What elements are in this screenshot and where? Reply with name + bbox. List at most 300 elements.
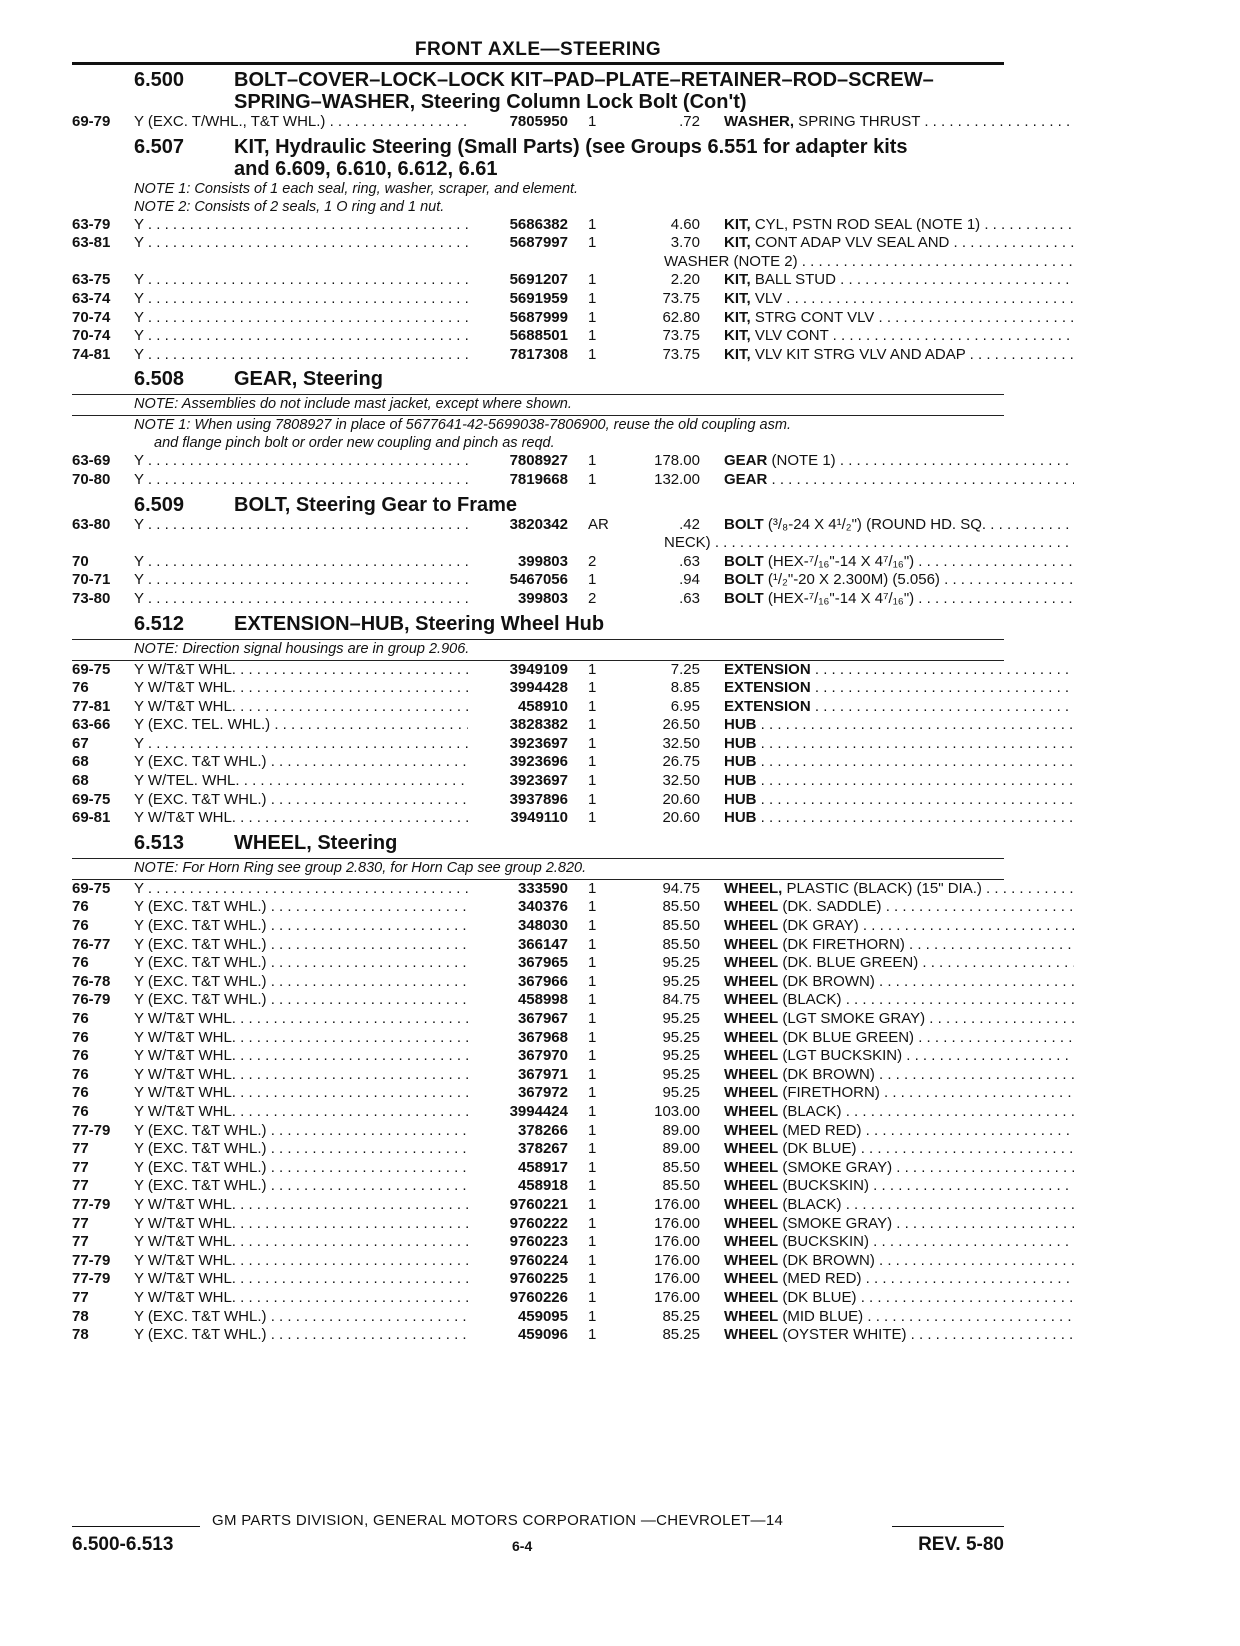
row-quantity: 1 xyxy=(588,917,597,935)
row-description-keyword: BOLT xyxy=(724,571,764,589)
table-row xyxy=(72,271,1004,290)
row-description xyxy=(724,1177,1074,1196)
row-quantity: 1 xyxy=(588,1270,597,1288)
row-part-number: 367971 xyxy=(517,1065,568,1083)
table-row xyxy=(72,113,1004,132)
row-description-text: (DK FIRETHORN) xyxy=(778,935,905,953)
row-part-number: 458910 xyxy=(517,697,568,715)
row-description-keyword: WASHER, xyxy=(724,113,795,130)
row-years: 70-74 xyxy=(72,327,111,345)
row-price: 73.75 xyxy=(662,327,700,345)
section-note: NOTE 1: Consists of 1 each seal, ring, washer, scraper, and element. xyxy=(134,180,579,197)
row-description-keyword: WHEEL xyxy=(724,1195,779,1213)
row-quantity: 1 xyxy=(588,308,597,326)
row-part-number: 459096 xyxy=(517,1326,568,1344)
row-description-keyword: BOLT xyxy=(724,589,764,607)
table-row xyxy=(72,471,1004,490)
row-description-text: (BUCKSKIN) xyxy=(778,1177,870,1195)
row-part-number: 367965 xyxy=(517,954,568,972)
row-description-keyword: WHEEL xyxy=(724,954,779,972)
section-title xyxy=(234,613,1004,635)
section-title xyxy=(234,832,1004,854)
row-description-keyword: WHEEL xyxy=(724,1028,779,1046)
section-heading xyxy=(72,69,1004,113)
row-years: 69-81 xyxy=(72,809,111,827)
row-description xyxy=(724,271,1074,290)
row-description-keyword: HUB xyxy=(724,809,757,827)
row-description xyxy=(724,290,1074,309)
footer-group-range: 6.500-6.513 xyxy=(72,1534,174,1555)
table-row xyxy=(72,661,1004,680)
section-title-line: and 6.609, 6.610, 6.612, 6.61 xyxy=(234,157,498,180)
row-application: Y W/T&T WHL. . . . xyxy=(134,809,468,828)
row-description-keyword: EXTENSION xyxy=(724,679,811,697)
row-description-keyword: WHEEL xyxy=(724,1307,779,1325)
table-row xyxy=(72,880,1004,899)
row-description-text: (DK BROWN) xyxy=(778,972,875,990)
row-description-keyword: KIT, xyxy=(724,234,751,252)
row-description-keyword: KIT, xyxy=(724,308,751,326)
row-years: 76-78 xyxy=(72,972,111,990)
table-row xyxy=(72,698,1004,717)
row-part-number: 378267 xyxy=(517,1140,568,1158)
section-number: 6.513 xyxy=(134,831,185,854)
row-price: 95.25 xyxy=(662,954,700,972)
row-description xyxy=(724,1010,1074,1029)
row-description xyxy=(724,516,1074,535)
row-quantity: 1 xyxy=(588,660,597,678)
row-description xyxy=(724,898,1074,917)
row-years: 63-75 xyxy=(72,271,111,289)
row-years: 76 xyxy=(72,1010,89,1027)
row-part-number: 3828382 xyxy=(509,716,568,734)
row-description-keyword: WHEEL xyxy=(724,1121,779,1139)
row-years: 77-81 xyxy=(72,697,111,715)
row-description-keyword: WHEEL xyxy=(724,972,779,990)
row-price: 95.25 xyxy=(662,1084,700,1102)
row-part-number: 3949110 xyxy=(510,809,568,827)
row-price: 8.85 xyxy=(670,679,700,697)
table-row xyxy=(72,1103,1004,1122)
row-quantity: 1 xyxy=(588,991,597,1009)
row-quantity: 1 xyxy=(588,1010,597,1027)
row-quantity: 1 xyxy=(588,271,597,289)
table-row xyxy=(72,917,1004,936)
row-description-text: (DK BLUE GREEN) xyxy=(778,1028,915,1046)
row-application: Y W/T&T WHL. . . . xyxy=(134,1196,468,1215)
table-row xyxy=(72,1047,1004,1066)
row-description-keyword: HUB xyxy=(724,716,757,734)
row-years: 68 xyxy=(72,753,89,771)
row-quantity: 1 xyxy=(588,113,597,130)
table-row xyxy=(72,1308,1004,1327)
row-application: Y (EXC. T&T WHL.) . . . xyxy=(134,973,468,992)
row-description-keyword: BOLT xyxy=(724,552,764,570)
row-description-keyword: WHEEL xyxy=(724,1251,779,1269)
row-part-number: 458998 xyxy=(517,991,568,1009)
table-row xyxy=(72,1289,1004,1308)
table-row xyxy=(72,1252,1004,1271)
row-years: 73-80 xyxy=(72,589,111,607)
section-title xyxy=(234,136,1004,180)
row-description-keyword: WHEEL xyxy=(724,1065,779,1083)
row-description xyxy=(724,1122,1074,1141)
row-part-number: 367967 xyxy=(517,1010,568,1027)
row-description-keyword: WHEEL xyxy=(724,1214,779,1232)
section-heading xyxy=(72,368,1004,390)
row-description-text: (FIRETHORN) xyxy=(778,1084,880,1102)
row-years: 63-66 xyxy=(72,716,111,734)
section-title-line: GEAR, Steering xyxy=(234,368,383,391)
row-price: 32.50 xyxy=(662,772,700,790)
row-part-number: 5687999 xyxy=(509,308,568,326)
row-description-text: (LGT BUCKSKIN) xyxy=(778,1047,903,1065)
row-price: 85.50 xyxy=(662,1158,700,1176)
row-part-number: 3923697 xyxy=(509,734,568,752)
row-part-number: 378266 xyxy=(517,1121,568,1139)
footer-rule-left xyxy=(72,1526,200,1527)
section-title-line: EXTENSION–HUB, Steering Wheel Hub xyxy=(234,612,605,635)
section-note: NOTE 2: Consists of 2 seals, 1 O ring and 1 nut. xyxy=(134,198,445,215)
row-description-keyword: GEAR xyxy=(724,452,768,470)
row-price: 4.60 xyxy=(670,215,700,233)
row-part-number: 366147 xyxy=(517,935,568,953)
row-description-text: (MID BLUE) xyxy=(778,1307,864,1325)
row-price: 178.00 xyxy=(654,452,700,470)
row-part-number: 3949109 xyxy=(509,660,568,678)
row-description-keyword: WHEEL xyxy=(724,1084,779,1102)
row-description-keyword: KIT, xyxy=(724,215,751,233)
row-application: Y (EXC. T&T WHL.) . . . xyxy=(134,917,468,936)
row-description-keyword: WHEEL xyxy=(724,1326,779,1344)
row-price: 3.70 xyxy=(670,234,700,252)
row-description-text: (DK BLUE) xyxy=(778,1288,857,1306)
row-part-number: 5688501 xyxy=(509,327,568,345)
row-years: 77 xyxy=(72,1158,89,1176)
row-part-number: 367968 xyxy=(517,1028,568,1046)
row-application: Y W/T&T WHL. . . . xyxy=(134,1010,468,1029)
table-row xyxy=(72,327,1004,346)
row-description xyxy=(724,735,1074,754)
row-description-keyword: WHEEL xyxy=(724,1102,779,1120)
row-price: 103.00 xyxy=(654,1102,700,1120)
row-description-text: (DK GRAY) xyxy=(778,917,859,935)
row-description-text: (MED RED) xyxy=(778,1270,862,1288)
row-years: 70-74 xyxy=(72,308,111,326)
row-quantity: AR xyxy=(588,515,609,533)
row-description-keyword: WHEEL xyxy=(724,1288,779,1306)
row-description xyxy=(724,1084,1074,1103)
table-row xyxy=(72,1196,1004,1215)
row-application: Y W/T&T WHL. . . . xyxy=(134,661,468,680)
row-part-number: 9760222 xyxy=(509,1214,568,1232)
row-years: 77-79 xyxy=(72,1270,111,1288)
row-description xyxy=(724,1252,1074,1271)
table-row xyxy=(72,1159,1004,1178)
row-description-keyword: KIT, xyxy=(724,289,751,307)
section-title-line: BOLT, Steering Gear to Frame xyxy=(234,493,518,516)
row-years: 69-79 xyxy=(72,113,111,130)
row-description xyxy=(724,234,1074,253)
table-row xyxy=(72,1215,1004,1234)
row-part-number: 399803 xyxy=(517,552,568,570)
row-description xyxy=(724,917,1074,936)
row-description xyxy=(724,954,1074,973)
row-description-text: SPRING THRUST xyxy=(794,113,921,130)
table-row xyxy=(72,1084,1004,1103)
row-price: 89.00 xyxy=(662,1121,700,1139)
row-quantity: 1 xyxy=(588,234,597,252)
row-application: Y W/T&T WHL. . . . xyxy=(134,1047,468,1066)
row-price: 85.25 xyxy=(662,1307,700,1325)
table-row xyxy=(72,516,1004,535)
section-title-line: SPRING–WASHER, Steering Column Lock Bolt (Con't) xyxy=(234,91,747,113)
row-years: 76 xyxy=(72,917,89,935)
row-description xyxy=(724,571,1074,590)
row-quantity: 1 xyxy=(588,716,597,734)
row-description xyxy=(724,809,1074,828)
row-price: 89.00 xyxy=(662,1140,700,1158)
row-description-text: (BUCKSKIN) xyxy=(778,1233,870,1251)
row-quantity: 1 xyxy=(588,1047,597,1065)
row-quantity: 1 xyxy=(588,679,597,697)
row-years: 77 xyxy=(72,1233,89,1251)
row-description-text: (OYSTER WHITE) xyxy=(778,1326,907,1344)
row-description-text: VLV xyxy=(750,289,783,307)
row-price: .63 xyxy=(679,589,700,607)
footer-publisher: GM PARTS DIVISION, GENERAL MOTORS CORPORATION —CHEVROLET—14 xyxy=(212,1512,784,1529)
row-description-text: (SMOKE GRAY) xyxy=(778,1158,893,1176)
row-description-text: (BLACK) xyxy=(778,991,842,1009)
row-application: Y (EXC. T&T WHL.) . . . xyxy=(134,753,468,772)
row-application: Y (EXC. T&T WHL.) . . . xyxy=(134,1177,468,1196)
row-application: Y . . . xyxy=(134,553,468,572)
row-part-number: 9760221 xyxy=(509,1195,568,1213)
row-years: 69-75 xyxy=(72,660,111,678)
row-quantity: 1 xyxy=(588,1121,597,1139)
row-price: 20.60 xyxy=(662,790,700,808)
table-row xyxy=(72,216,1004,235)
row-part-number: 3923696 xyxy=(509,753,568,771)
row-part-number: 459095 xyxy=(517,1307,568,1325)
row-years: 67 xyxy=(72,734,89,752)
row-application: Y W/T&T WHL. . . . xyxy=(134,679,468,698)
row-description xyxy=(724,327,1074,346)
row-quantity: 1 xyxy=(588,1326,597,1344)
row-application: Y W/T&T WHL. . . . xyxy=(134,1215,468,1234)
row-description-keyword: HUB xyxy=(724,734,757,752)
row-quantity: 1 xyxy=(588,1028,597,1046)
row-application: Y (EXC. T&T WHL.) . . . xyxy=(134,1326,468,1345)
row-price: 176.00 xyxy=(654,1214,700,1232)
row-years: 70 xyxy=(72,552,89,570)
row-description-keyword: WHEEL xyxy=(724,991,779,1009)
row-application: Y (EXC. T&T WHL.) . . . xyxy=(134,1308,468,1327)
row-years: 63-69 xyxy=(72,452,111,470)
table-row xyxy=(72,898,1004,917)
row-description xyxy=(724,1047,1074,1066)
row-application: Y . . . xyxy=(134,452,468,471)
table-row xyxy=(72,1177,1004,1196)
row-part-number: 3937896 xyxy=(509,790,568,808)
row-years: 76 xyxy=(72,1084,89,1102)
row-part-number: 5691959 xyxy=(509,289,568,307)
table-row xyxy=(72,1233,1004,1252)
table-row xyxy=(72,553,1004,572)
row-description-text: (BLACK) xyxy=(778,1102,842,1120)
row-description xyxy=(724,1196,1074,1215)
row-years: 76 xyxy=(72,898,89,916)
row-quantity: 1 xyxy=(588,879,597,897)
row-quantity: 1 xyxy=(588,1140,597,1158)
row-description-keyword: EXTENSION xyxy=(724,660,811,678)
row-years: 76-77 xyxy=(72,935,111,953)
row-application: Y (EXC. T&T WHL.) . . . xyxy=(134,791,468,810)
row-description xyxy=(724,1233,1074,1252)
row-quantity: 1 xyxy=(588,790,597,808)
row-description-text: (BLACK) xyxy=(778,1195,842,1213)
row-description-text: (DK. BLUE GREEN) xyxy=(778,954,919,972)
row-description xyxy=(724,113,1074,132)
section-note: NOTE: Assemblies do not include mast jacket, except where shown. xyxy=(134,396,572,413)
row-price: 176.00 xyxy=(654,1233,700,1251)
row-quantity: 2 xyxy=(588,589,597,607)
row-description-text: (NOTE 1) xyxy=(767,452,836,470)
row-part-number: 3994428 xyxy=(509,679,568,697)
row-description-text: (HEX-⁷/₁₆"-14 X 4⁷/₁₆") xyxy=(763,589,915,607)
row-years: 63-80 xyxy=(72,515,111,533)
row-quantity: 2 xyxy=(588,552,597,570)
row-application: Y . . . xyxy=(134,234,468,253)
row-application: Y W/T&T WHL. . . . xyxy=(134,1233,468,1252)
row-description xyxy=(724,1103,1074,1122)
section-note: NOTE: Direction signal housings are in group 2.906. xyxy=(134,640,470,657)
row-part-number: 7808927 xyxy=(509,452,568,470)
section-number: 6.508 xyxy=(134,368,185,391)
row-price: 85.50 xyxy=(662,1177,700,1195)
section-title xyxy=(234,69,1004,113)
row-description-keyword: HUB xyxy=(724,790,757,808)
row-application: Y . . . xyxy=(134,571,468,590)
row-quantity: 1 xyxy=(588,1288,597,1306)
section-heading xyxy=(72,613,1004,635)
row-application: Y (EXC. T/WHL., T&T WHL.) . . . xyxy=(134,113,468,132)
row-part-number: 3923697 xyxy=(509,772,568,790)
row-quantity: 1 xyxy=(588,1158,597,1176)
row-application: Y (EXC. T&T WHL.) . . . xyxy=(134,936,468,955)
row-years: 78 xyxy=(72,1326,89,1344)
row-price: 62.80 xyxy=(662,308,700,326)
row-application: Y W/TEL. WHL. . . . xyxy=(134,772,468,791)
row-years: 63-74 xyxy=(72,289,111,307)
row-description-keyword: WHEEL xyxy=(724,1140,779,1158)
row-price: 7.25 xyxy=(670,660,700,678)
footer-revision: REV. 5-80 xyxy=(918,1534,1004,1555)
row-quantity: 1 xyxy=(588,1102,597,1120)
row-years: 74-81 xyxy=(72,345,111,363)
table-row xyxy=(72,772,1004,791)
table-row xyxy=(72,346,1004,365)
row-application: Y . . . xyxy=(134,327,468,346)
row-quantity: 1 xyxy=(588,1307,597,1325)
row-description-keyword: WHEEL, xyxy=(724,879,783,897)
row-price: 95.25 xyxy=(662,1047,700,1065)
row-application: Y . . . xyxy=(134,346,468,365)
row-part-number: 333590 xyxy=(517,879,568,897)
row-description xyxy=(724,216,1074,235)
row-application: Y W/T&T WHL. . . . xyxy=(134,1103,468,1122)
row-years: 77 xyxy=(72,1140,89,1158)
row-part-number: 458918 xyxy=(517,1177,568,1195)
section-note: and flange pinch bolt or order new coupling and pinch as reqd. xyxy=(154,435,555,452)
section-heading xyxy=(72,832,1004,854)
row-application: Y . . . xyxy=(134,290,468,309)
row-quantity: 1 xyxy=(588,809,597,827)
table-row xyxy=(72,1066,1004,1085)
table-row xyxy=(72,735,1004,754)
row-description-keyword: HUB xyxy=(724,772,757,790)
row-description-continuation xyxy=(72,534,1004,553)
row-quantity: 1 xyxy=(588,1177,597,1195)
row-application: Y (EXC. T&T WHL.) . . . xyxy=(134,954,468,973)
row-description-keyword: WHEEL xyxy=(724,1270,779,1288)
row-part-number: 5687997 xyxy=(509,234,568,252)
row-quantity: 1 xyxy=(588,452,597,470)
row-description-keyword: WHEEL xyxy=(724,917,779,935)
row-price: 132.00 xyxy=(654,470,700,488)
row-description-text: (HEX-⁷/₁₆"-14 X 4⁷/₁₆") xyxy=(763,552,915,570)
row-application: Y . . . xyxy=(134,471,468,490)
row-description xyxy=(724,1029,1074,1048)
row-description xyxy=(724,661,1074,680)
row-part-number: 9760225 xyxy=(509,1270,568,1288)
row-description-text: (DK BLUE) xyxy=(778,1140,857,1158)
row-application: Y . . . xyxy=(134,880,468,899)
row-application: Y (EXC. T&T WHL.) . . . xyxy=(134,1140,468,1159)
row-description xyxy=(724,1066,1074,1085)
section-number: 6.507 xyxy=(134,135,185,158)
header-rule xyxy=(72,62,1004,65)
table-row xyxy=(72,234,1004,253)
section-title-line: KIT, Hydraulic Steering (Small Parts) (see Groups 6.551 for adapter kits xyxy=(234,135,908,158)
row-part-number: 399803 xyxy=(517,589,568,607)
row-description-keyword: WHEEL xyxy=(724,1010,779,1027)
row-application: Y . . . xyxy=(134,216,468,235)
row-application: Y W/T&T WHL. . . . xyxy=(134,1252,468,1271)
row-part-number: 3994424 xyxy=(509,1102,568,1120)
sections-container xyxy=(72,69,1004,1345)
row-part-number: 340376 xyxy=(517,898,568,916)
section-title-line: BOLT–COVER–LOCK–LOCK KIT–PAD–PLATE–RETAINER–ROD–SCREW– xyxy=(234,69,934,91)
footer-page-number: 6-4 xyxy=(512,1538,533,1554)
table-row xyxy=(72,290,1004,309)
row-quantity: 1 xyxy=(588,1065,597,1083)
row-description-text: (³/₈-24 X 4¹/₂") (ROUND HD. SQ. xyxy=(763,515,987,533)
row-quantity: 1 xyxy=(588,571,597,589)
row-years: 76 xyxy=(72,1065,89,1083)
row-part-number: 7817308 xyxy=(509,345,568,363)
row-years: 77-79 xyxy=(72,1251,111,1269)
row-description-keyword: WHEEL xyxy=(724,1158,779,1176)
row-description xyxy=(724,753,1074,772)
row-description-keyword: WHEEL xyxy=(724,1177,779,1195)
row-description xyxy=(724,698,1074,717)
row-description-text: (LGT SMOKE GRAY) xyxy=(778,1010,926,1027)
section-heading xyxy=(72,494,1004,516)
row-quantity: 1 xyxy=(588,898,597,916)
row-price: 85.50 xyxy=(662,935,700,953)
table-row xyxy=(72,679,1004,698)
